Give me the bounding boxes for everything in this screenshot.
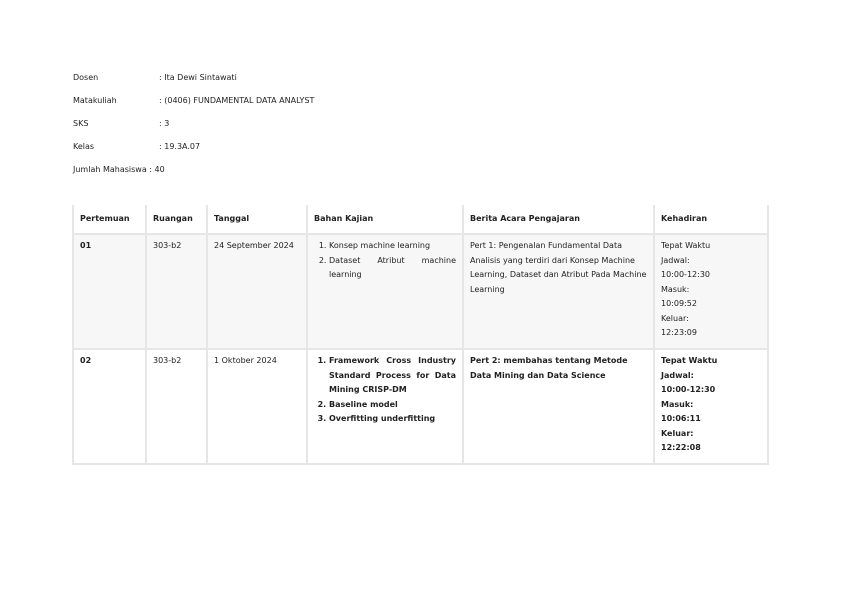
kehadiran-keluar-label: Keluar:	[661, 428, 694, 438]
kehadiran-masuk-value: 10:09:52	[661, 299, 697, 308]
dosen-label: Dosen	[73, 73, 99, 82]
bahan-item: 2. Dataset Atribut machine learning	[329, 254, 456, 283]
table-header-row	[73, 205, 768, 234]
kehadiran-status: Tepat Waktu	[661, 356, 718, 365]
kehadiran-keluar-label: Keluar:	[661, 313, 689, 323]
kehadiran-status: Tepat Waktu	[661, 241, 711, 250]
cell-bahan-kajian	[307, 349, 463, 464]
kehadiran-jadwal-label: Jadwal:	[661, 255, 690, 265]
dosen-value: : Ita Dewi Sintawati	[159, 73, 237, 82]
cell-pertemuan: 02	[73, 349, 146, 464]
header-ruangan: Ruangan	[146, 205, 207, 234]
bahan-item: 1. Framework Cross Industry Standard Process for Data Mining CRISP-DM	[329, 354, 456, 398]
kehadiran-masuk-label: Masuk:	[661, 399, 694, 409]
kehadiran-masuk-value: 10:06:11	[661, 414, 701, 423]
sks-label: SKS	[73, 119, 89, 128]
bahan-item: 3. Overfitting underfitting	[329, 412, 456, 427]
cell-bahan-kajian	[307, 234, 463, 349]
kelas-value: : 19.3A.07	[159, 142, 201, 151]
table-row	[73, 234, 768, 349]
cell-tanggal: 24 September 2024	[207, 234, 307, 349]
cell-kehadiran	[654, 349, 768, 464]
jumlah-mahasiswa-label: Jumlah Mahasiswa : 40	[73, 165, 165, 174]
matakuliah-value: : (0406) FUNDAMENTAL DATA ANALYST	[159, 96, 315, 105]
cell-berita-acara: Pert 1: Pengenalan Fundamental Data Analisis yang terdiri dari Konsep Machine Learning, Dataset dan Atribut Pada Machine Learning	[463, 234, 654, 349]
kelas-label: Kelas	[73, 142, 95, 151]
header-berita-acara: Berita Acara Pengajaran	[463, 205, 654, 234]
cell-tanggal: 1 Oktober 2024	[207, 349, 307, 464]
cell-berita-acara: Pert 2: membahas tentang Metode Data Mining dan Data Science	[463, 349, 654, 464]
jumlah-mahasiswa-value: : 40	[149, 165, 165, 174]
matakuliah-label: Matakuliah	[73, 96, 117, 105]
cell-kehadiran	[654, 234, 768, 349]
table-row	[73, 349, 768, 464]
cell-ruangan: 303-b2	[146, 234, 207, 349]
bahan-item: 1. Konsep machine learning	[329, 239, 456, 254]
kehadiran-jadwal-value: 10:00-12:30	[661, 385, 716, 394]
kehadiran-masuk-label: Masuk:	[661, 284, 690, 294]
kehadiran-keluar-value: 12:23:09	[661, 328, 697, 337]
header-bahan-kajian: Bahan Kajian	[307, 205, 463, 234]
bahan-item: 2. Baseline model	[329, 398, 456, 413]
cell-pertemuan: 01	[73, 234, 146, 349]
header-pertemuan: Pertemuan	[73, 205, 146, 234]
cell-ruangan: 303-b2	[146, 349, 207, 464]
header-kehadiran: Kehadiran	[654, 205, 768, 234]
attendance-table	[72, 205, 769, 465]
header-tanggal: Tanggal	[207, 205, 307, 234]
kehadiran-keluar-value: 12:22:08	[661, 443, 701, 452]
sks-value: : 3	[159, 119, 170, 128]
kehadiran-jadwal-value: 10:00-12:30	[661, 270, 710, 279]
kehadiran-jadwal-label: Jadwal:	[661, 370, 694, 380]
